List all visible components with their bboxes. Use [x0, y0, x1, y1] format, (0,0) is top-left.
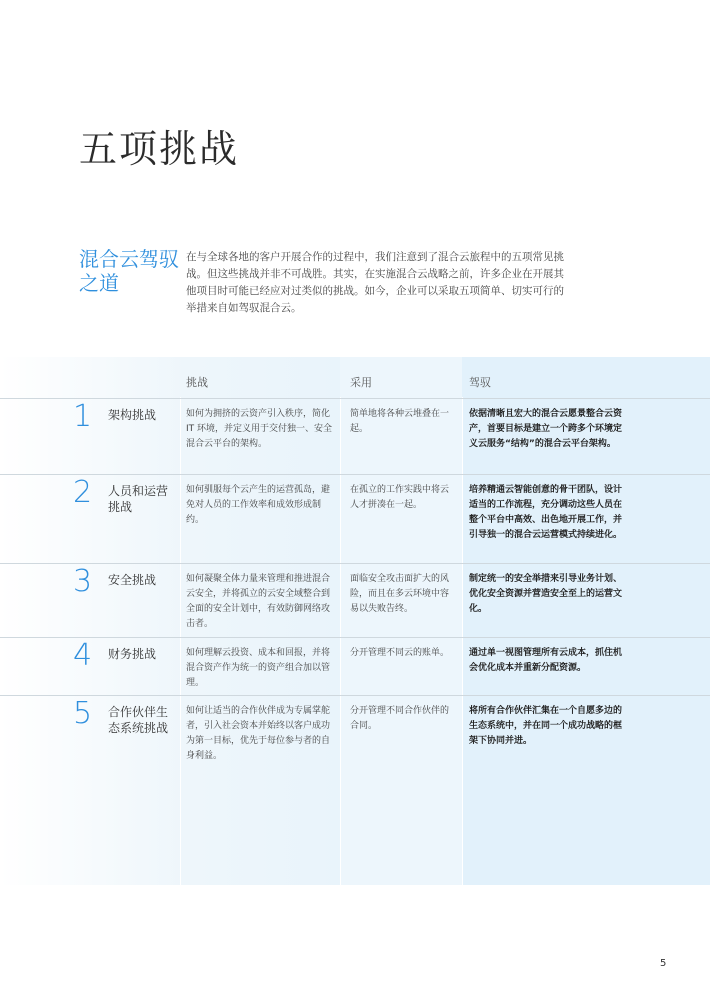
master-cell: 依据清晰且宏大的混合云愿景整合云资产，首要目标是建立一个跨多个环境定义云服务“结构”的混合云平台架构。: [469, 409, 623, 449]
challenges-table: [0, 357, 710, 885]
column-header-master: 驾驭: [469, 376, 491, 389]
challenge-cell: 如何让适当的合作伙伴成为专属掌舵者，引入社会资本并始终以客户成功为第一目标，优先于每位参与者的自身利益。: [186, 706, 331, 761]
adopt-cell: 分开管理不同合作伙伴的合同。: [350, 706, 450, 731]
row-divider: [0, 637, 710, 638]
challenge-cell: 如何凝聚全体力量来管理和推进混合云安全，并将孤立的云安全域整合到全面的安全计划中，有效防御网络攻击者。: [186, 574, 331, 629]
master-cell: 将所有合作伙伴汇集在一个自愿多边的生态系统中，并在同一个成功战略的框架下协同并进。: [469, 706, 623, 746]
master-cell: 通过单一视图管理所有云成本，抓住机会优化成本并重新分配资源。: [469, 648, 623, 673]
row-divider: [0, 398, 710, 399]
row-title: 合作伙伴生态系统挑战: [108, 705, 169, 735]
page-number: 5: [660, 958, 667, 969]
row-number: 3: [73, 564, 93, 599]
challenge-cell: 如何理解云投资、成本和回报，并将混合资产作为统一的资产组合加以管理。: [186, 648, 331, 688]
row-divider: [0, 563, 710, 564]
section-subtitle: 混合云驾驭之道: [79, 247, 179, 295]
column-divider: [180, 397, 181, 885]
column-divider: [340, 397, 341, 885]
master-cell: 制定统一的安全举措来引导业务计划、优化安全资源并营造安全至上的运营文化。: [469, 574, 623, 614]
page-title: 五项挑战: [79, 127, 240, 171]
column-divider: [462, 397, 463, 885]
row-title: 财务挑战: [108, 647, 157, 661]
column-header-adopt: 采用: [350, 376, 372, 389]
row-divider: [0, 695, 710, 696]
adopt-cell: 面临安全攻击面扩大的风险，而且在多云环境中容易以失败告终。: [350, 574, 450, 614]
challenge-cell: 如何为拥挤的云资产引入秩序，简化 IT 环境，并定义用于交付独一、安全混合云平台的架构。: [186, 409, 333, 449]
row-divider: [0, 474, 710, 475]
adopt-cell: 分开管理不同云的账单。: [350, 648, 450, 658]
column-header-challenge: 挑战: [186, 376, 208, 389]
row-number: 2: [73, 475, 93, 510]
master-cell: 培养精通云智能创意的骨干团队，设计适当的工作流程，充分调动这些人员在整个平台中高效、出色地开展工作，并引导独一的混合云运营模式持续进化。: [469, 485, 623, 540]
row-title: 人员和运营挑战: [108, 484, 169, 514]
intro-paragraph: 在与全球各地的客户开展合作的过程中，我们注意到了混合云旅程中的五项常见挑战。但这些挑战并非不可战胜。其实，在实施混合云战略之前，许多企业在开展其他项目时可能已经应对过类似的挑战。如今，企业可以采取五项简单、切实可行的举措来自如驾驭混合云。: [186, 251, 564, 314]
challenge-cell: 如何驯服每个云产生的运营孤岛，避免对人员的工作效率和成效形成制约。: [186, 485, 331, 525]
row-number: 1: [73, 399, 93, 434]
row-number: 5: [73, 696, 93, 731]
row-title: 安全挑战: [108, 573, 157, 587]
row-title: 架构挑战: [108, 408, 157, 422]
adopt-cell: 在孤立的工作实践中将云人才拼凑在一起。: [350, 485, 450, 510]
adopt-cell: 简单地将各种云堆叠在一起。: [350, 409, 450, 434]
row-number: 4: [73, 638, 93, 673]
